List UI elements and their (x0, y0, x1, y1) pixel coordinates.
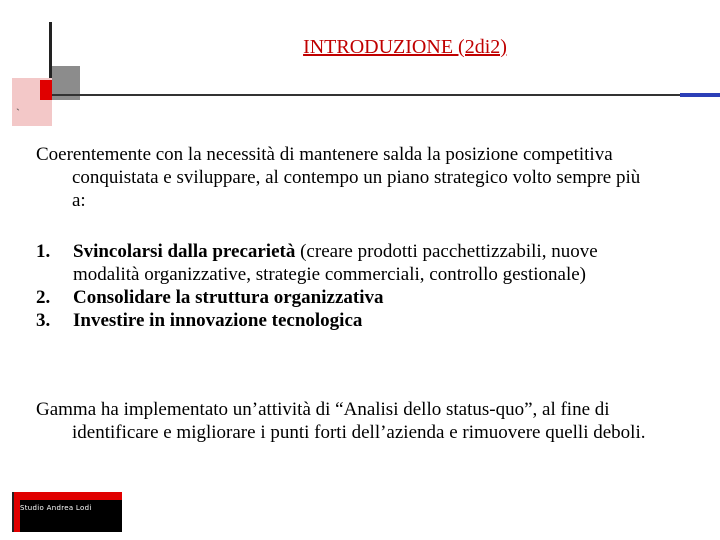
list-item (36, 240, 656, 286)
list-item-rest: (creare prodotti pacchettizzabili, nuove modalità organizzative, strategie commerciali, controllo gestionale) (73, 241, 598, 285)
list-item-bold: Svincolarsi dalla precarietà (73, 241, 296, 262)
list-number: 1. (36, 241, 51, 262)
intro-paragraph (36, 143, 656, 212)
header-rule-accent (680, 93, 720, 97)
list-item (36, 309, 656, 332)
closing-paragraph (36, 398, 656, 444)
corner-mark: ` (16, 106, 20, 120)
logo-text: Studio Andrea Lodi (20, 504, 92, 512)
list-item-bold: Consolidare la struttura organizzativa (73, 287, 384, 308)
list-number: 2. (36, 287, 51, 308)
intro-text: Coerentemente con la necessità di mantenere salda la posizione competitiva conquistata e sviluppare, al contempo un piano strategico volto sempre più a: (36, 144, 641, 211)
deco-red-block (40, 80, 52, 100)
logo (12, 492, 122, 532)
list-item-bold: Investire in innovazione tecnologica (73, 310, 363, 331)
slide-title: INTRODUZIONE (2di2) (303, 36, 507, 58)
closing-text: Gamma ha implementato un’attività di “Analisi dello status-quo”, al fine di identificare e migliorare i punti forti dell’azienda e rimuovere quelli deboli. (36, 399, 646, 443)
header-rule (52, 94, 680, 96)
list-number: 3. (36, 310, 51, 331)
list-item (36, 286, 656, 309)
objectives-list (36, 240, 656, 332)
